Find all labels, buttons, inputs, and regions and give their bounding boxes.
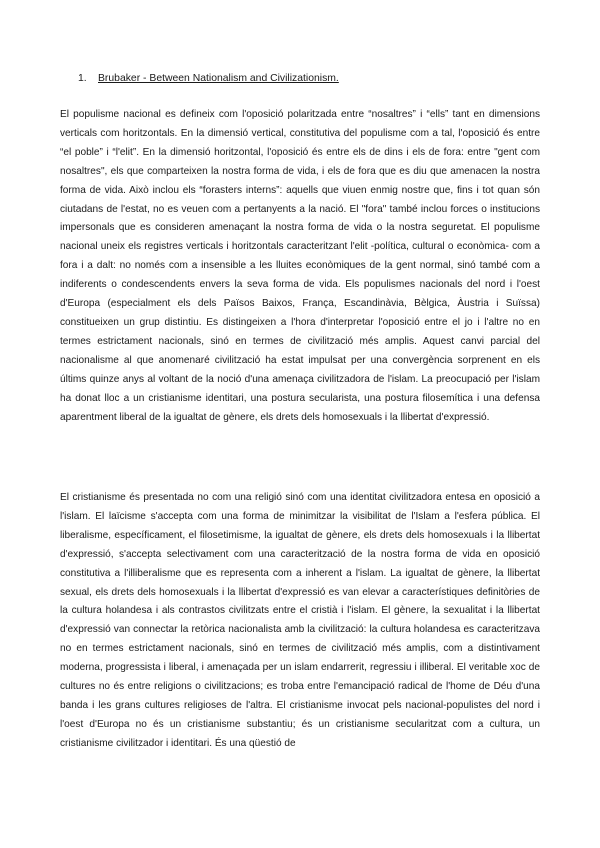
- section-title: Brubaker - Between Nationalism and Civilizationism.: [98, 73, 339, 84]
- paragraph-national-populism: El populisme nacional es defineix com l'oposició polaritzada entre “nosaltres” i “ells” tant en dimensions verticals com horitzontals. En la dimensió vertical, constitutiva del populisme com a tal, l'oposició és entre “el poble” i “l'elit”. En la dimensió horitzontal, l'oposició és entre els de dins i els de fora: entre "gent com nosaltres", els que comparteixen la nostra forma de vida, i els de fora que es diu que amenacen la nostra forma de vida. Això inclou els “forasters interns”: aquells que viuen enmig nostre que, fins i tot quan són ciutadans de l'estat, no es veuen com a pertanyents a la nació. El "fora" també inclou forces o institucions impersonals que es consideren amenaçant la nostra forma de vida o la nostra seguretat. El populisme nacional uneix els registres verticals i horitzontals caracteritzant l'elit -política, cultural o econòmica- com a fora i a dalt: no només com a insensible a les lluites econòmiques de la gent normal, sinó també com a indiferents o condescendents envers la seva forma de vida. Els populismes nacionals del nord i l'oest d'Europa (especialment els dels Països Baixos, França, Escandinàvia, Bèlgica, Àustria i Suïssa) constitueixen un grup distintiu. Es distingeixen a l'hora d'interpretar l'oposició entre el jo i l'altre no en termes estrictament nacionals, sinó en termes de civilització més amplis. Aquest canvi parcial del nacionalisme al que anomenaré civilització ha estat impulsat per una convergència sorprenent en els últims quinze anys al voltant de la noció d'una amenaça civilitzadora de l'islam. La preocupació per l'islam ha donat lloc a un cristianisme identitari, una postura secularista, una postura filosemítica i una defensa aparentment liberal de la igualtat de gènere, els drets dels homosexuals i la llibertat d'expressió.: [60, 109, 540, 423]
- section-heading: [78, 72, 339, 86]
- section-number: 1.: [78, 73, 87, 84]
- paragraph-christianism: El cristianisme és presentada no com una religió sinó com una identitat civilitzadora entesa en oposició a l'islam. El laïcisme s'accepta com una forma de minimitzar la visibilitat de l'Islam a l'esfera pública. El liberalisme, específicament, el filosetimisme, la igualtat de gènere, els drets dels homosexuals i la llibertat d'expressió, s'accepta selectivament com una caracterització de la nostra forma de vida en oposició constitutiva a l'illiberalisme que es representa com a inherent a l'islam. La igualtat de gènere, la llibertat sexual, els drets dels homosexuals i la llibertat d'expressió es van elevar a característiques definitòries de la cultura holandesa i als contrastos civilitzats entre el cristià i l'islam. El gènere, la sexualitat i la llibertat d'expressió van connectar la retòrica nacionalista amb la civilització: la cultura holandesa es caracteritzava no en termes estrictament nacionals, sinó en termes de civilització més amplis, com a distintivament moderna, progressista i liberal, i amenaçada per un islam endarrerit, regressiu i illiberal. El veritable xoc de cultures no és entre religions o civilitzacions; es troba entre l'emancipació radical de l'home de Déu d'una banda i les grans cultures religioses de l'altra. El cristianisme invocat pels nacional-populistes del nord i l'oest d'Europa no és un cristianisme substantiu; és un cristianisme secularitzat com a cultura, un cristianisme civilitzador i identitari. És una qüestió de: [60, 492, 540, 749]
